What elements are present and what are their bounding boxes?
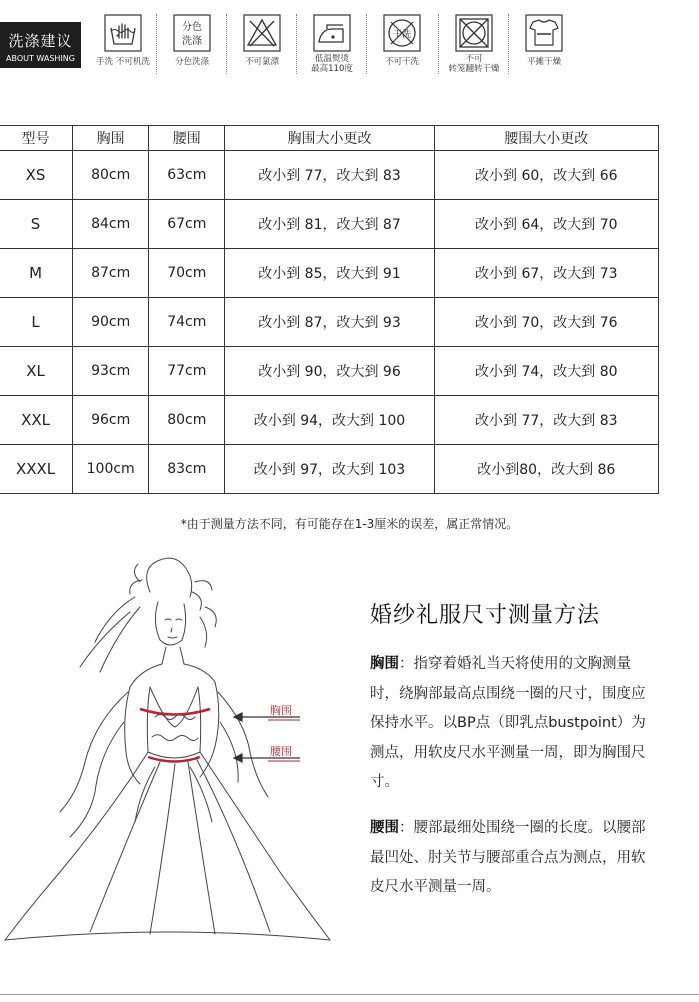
- bust-term: 胸围: [370, 656, 399, 672]
- washing-title: 洗涤建议: [8, 32, 73, 50]
- bust-change-cell: 改小到 97，改大到 103: [225, 445, 434, 494]
- svg-text:分色: 分色: [182, 22, 202, 33]
- no-bleach-icon: [243, 14, 281, 52]
- bust-change-cell: 改小到 87，改大到 93: [225, 298, 434, 347]
- size-cell: M: [0, 249, 73, 298]
- wash-separately-icon: [173, 14, 211, 52]
- wash-label-separate: 分色洗涤: [174, 57, 209, 67]
- table-row: [0, 347, 659, 396]
- wash-label-iron-1: 低温熨烫: [314, 54, 349, 64]
- bust-text: ：指穿着婚礼当天将使用的文胸测量时，绕胸部最高点围绕一圈的尺寸，围度应保持水平。以BP点（即乳点bustpoint）为测点，用软皮尺水平测量一周，即为胸围尺寸。: [370, 656, 646, 790]
- size-cell: L: [0, 298, 73, 347]
- hand-wash-icon: [104, 14, 142, 52]
- bust-cell: 93cm: [73, 347, 149, 396]
- bust-description: [370, 650, 655, 798]
- bust-change-cell: 改小到 77，改大到 83: [225, 151, 434, 200]
- washing-subtitle: ABOUT WASHING: [6, 54, 75, 63]
- size-table: [0, 125, 659, 494]
- flat-dry-icon: [525, 14, 563, 52]
- svg-text:洗涤: 洗涤: [182, 36, 202, 47]
- svg-text:干洗: 干洗: [392, 30, 412, 40]
- wash-label-no-bleach: 不可氯漂: [244, 57, 279, 67]
- waist-cell: 67cm: [149, 200, 225, 249]
- header-bust: 胸围: [73, 126, 149, 151]
- wash-item-no-bleach: [226, 14, 298, 67]
- wash-label-hand: 手洗 不可机洗: [96, 57, 150, 67]
- waist-change-cell: 改小到 67，改大到 73: [434, 249, 658, 298]
- table-row: [0, 151, 659, 200]
- size-cell: XL: [0, 347, 73, 396]
- wash-label-no-tumble-1: 不可: [465, 54, 483, 64]
- size-cell: XXL: [0, 396, 73, 445]
- bust-cell: 84cm: [73, 200, 149, 249]
- bust-cell: 90cm: [73, 298, 149, 347]
- waist-cell: 83cm: [149, 445, 225, 494]
- table-row: [0, 445, 659, 494]
- wash-item-flat-dry: [508, 14, 580, 67]
- size-cell: XXXL: [0, 445, 73, 494]
- no-dry-clean-icon: [383, 14, 421, 52]
- wash-label-no-dry-clean: 不可干洗: [384, 57, 419, 67]
- table-header-row: [0, 126, 659, 151]
- measurement-title: 婚纱礼服尺寸测量方法: [370, 603, 601, 628]
- bust-cell: 87cm: [73, 249, 149, 298]
- wash-item-no-dry-clean: [366, 14, 438, 67]
- table-row: [0, 249, 659, 298]
- wash-item-iron: [296, 14, 368, 74]
- bust-change-cell: 改小到 90，改大到 96: [225, 347, 434, 396]
- waist-change-cell: 改小到 77，改大到 83: [434, 396, 658, 445]
- waist-label: 腰围: [270, 745, 292, 758]
- header-waist-change: 腰围大小更改: [434, 126, 658, 151]
- bust-cell: 96cm: [73, 396, 149, 445]
- waist-cell: 63cm: [149, 151, 225, 200]
- bust-cell: 80cm: [73, 151, 149, 200]
- waist-cell: 80cm: [149, 396, 225, 445]
- size-cell: S: [0, 200, 73, 249]
- waist-cell: 77cm: [149, 347, 225, 396]
- bust-change-cell: 改小到 85，改大到 91: [225, 249, 434, 298]
- size-cell: XS: [0, 151, 73, 200]
- bust-cell: 100cm: [73, 445, 149, 494]
- waist-change-cell: 改小到 70，改大到 76: [434, 298, 658, 347]
- header-size: 型号: [0, 126, 73, 151]
- waist-cell: 74cm: [149, 298, 225, 347]
- no-tumble-dry-icon: [455, 14, 493, 52]
- wash-item-no-tumble: [438, 14, 510, 74]
- waist-change-cell: 改小到 74，改大到 80: [434, 347, 658, 396]
- bust-label: 胸围: [270, 704, 292, 717]
- waist-cell: 70cm: [149, 249, 225, 298]
- wash-label-no-tumble-2: 转笼翻转干燥: [448, 64, 500, 74]
- waist-change-cell: 改小到80，改大到 86: [434, 445, 658, 494]
- wash-item-separate: [156, 14, 228, 67]
- waist-text: ：腰部最细处围绕一圈的长度。以腰部最凹处、肘关节与腰部重合点为测点，用软皮尺水平测量一周。: [370, 820, 646, 895]
- waist-change-cell: 改小到 64，改大到 70: [434, 200, 658, 249]
- table-row: [0, 396, 659, 445]
- wash-label-iron-2: 最高110度: [311, 64, 353, 74]
- wash-item-hand: [87, 14, 159, 67]
- bust-change-cell: 改小到 94，改大到 100: [225, 396, 434, 445]
- washing-badge: [0, 22, 81, 68]
- table-row: [0, 200, 659, 249]
- wedding-dress-illustration: [0, 552, 340, 942]
- wash-label-flat-dry: 平摊干燥: [526, 57, 561, 67]
- iron-low-icon: [313, 14, 351, 52]
- waist-description: [370, 814, 655, 903]
- waist-term: 腰围: [370, 820, 399, 836]
- table-row: [0, 298, 659, 347]
- measurement-note: *由于测量方法不同，有可能存在1-3厘米的误差，属正常情况。: [180, 517, 519, 531]
- bottom-divider: [0, 994, 699, 995]
- waist-change-cell: 改小到 60，改大到 66: [434, 151, 658, 200]
- bust-change-cell: 改小到 81，改大到 87: [225, 200, 434, 249]
- header-bust-change: 胸围大小更改: [225, 126, 434, 151]
- header-waist: 腰围: [149, 126, 225, 151]
